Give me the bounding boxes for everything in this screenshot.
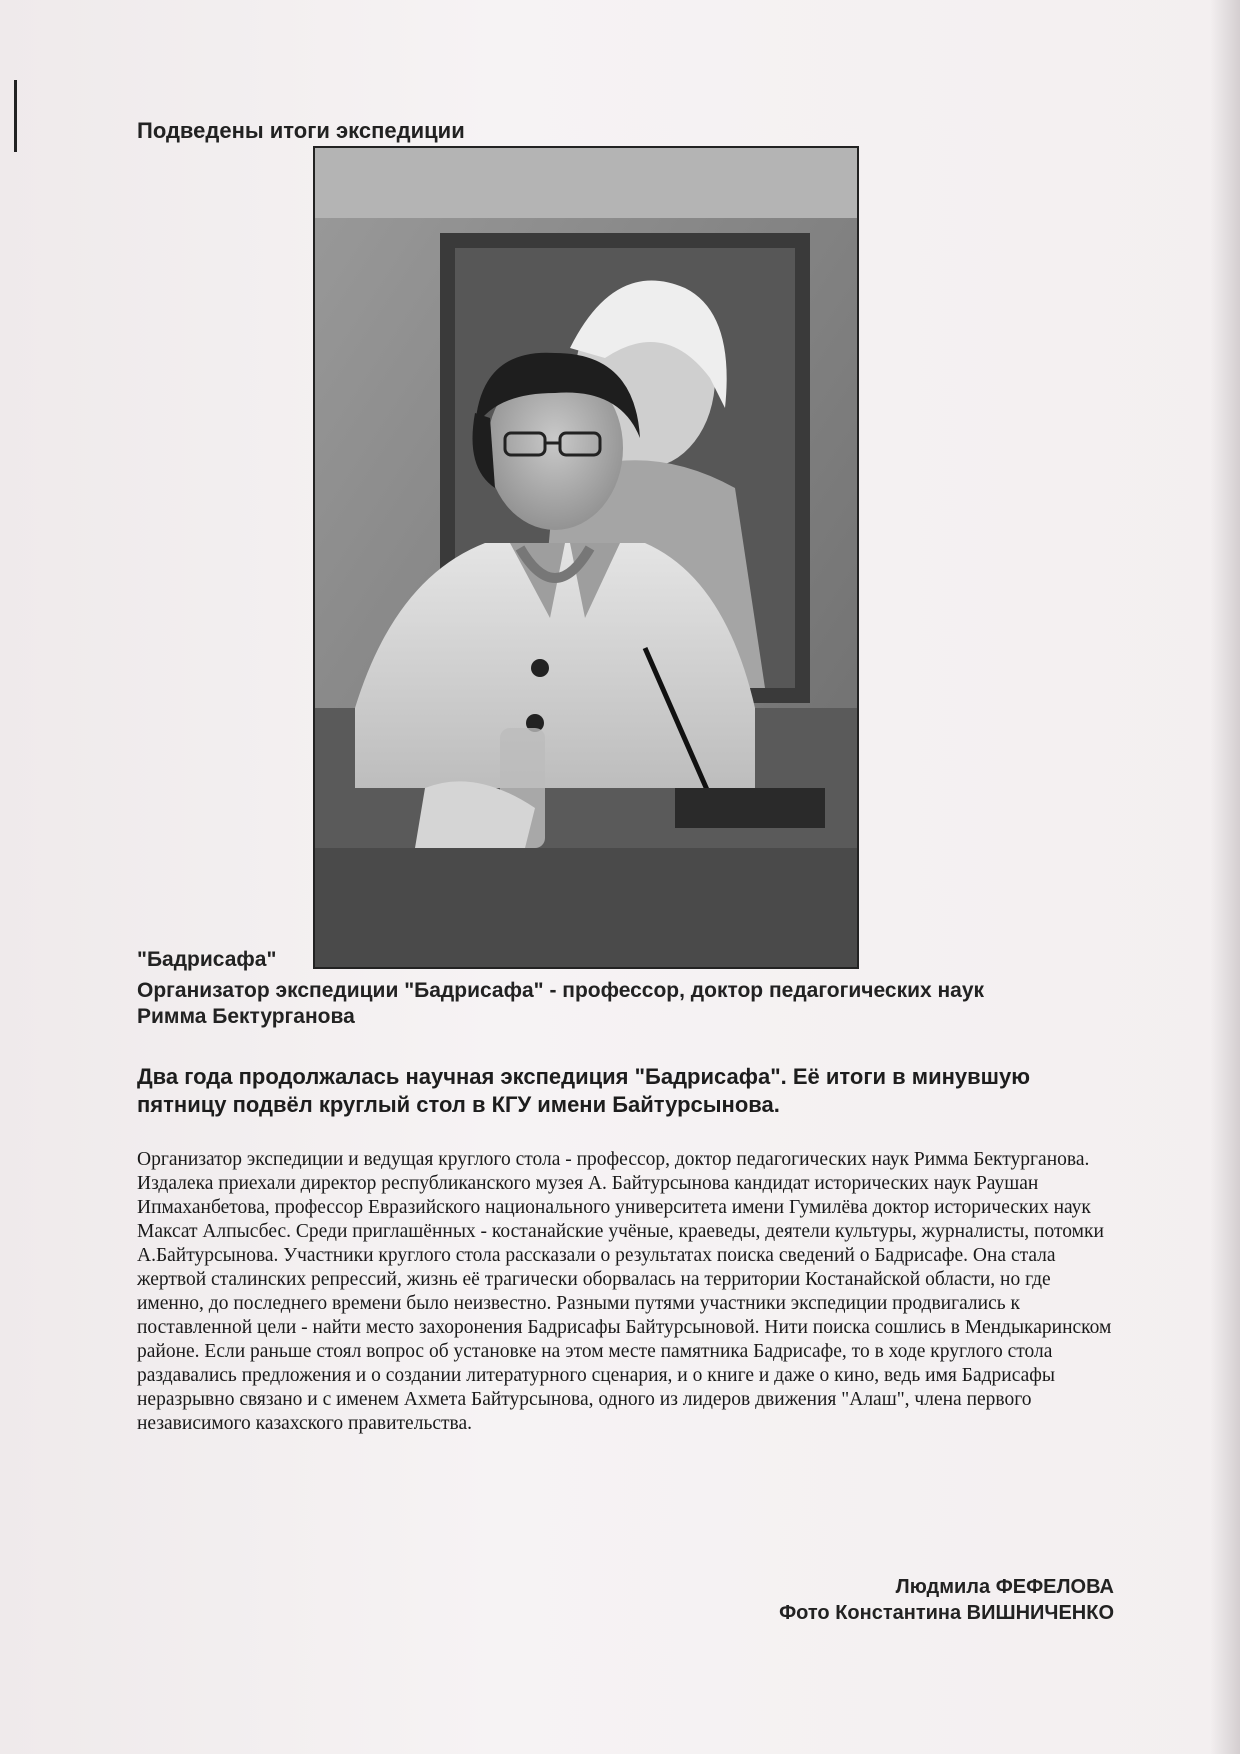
author-name: Людмила ФЕФЕЛОВА	[895, 1576, 1114, 1598]
article-lead: Два года продолжалась научная экспедиция "Бадрисафа". Её итоги в минувшую пятницу подвёл круглый стол в КГУ имени Байтурсынова.	[137, 1064, 1030, 1117]
article-photo	[313, 146, 859, 969]
photo-credit: Фото Константина ВИШНИЧЕНКО	[779, 1602, 1114, 1624]
scan-margin-mark	[14, 80, 17, 152]
article-body: Организатор экспедиции и ведущая круглого стола - профессор, доктор педагогических наук Римма Бектурганова. Издалека приехали директор республиканского музея А. Байтурсынова кандидат исторических наук Раушан Ипмаханбетова, профессор Евразийского национального университета имени Гумилёва доктор исторических наук Максат Алпысбес. Среди приглашённых - костанайские учёные, краеведы, деятели культуры, журналисты, потомки А.Байтурсынова. Участники круглого стола рассказали о результатах поиска сведений о Бадрисафе. Она стала жертвой сталинских репрессий, жизнь её трагически оборвалась на территории Костанайской области, но где именно, до последнего времени было неизвестно. Разными путями участники экспедиции продвигались к поставленной цели - найти место захоронения Бадрисафы Байтурсыновой. Нити поиска сошлись в Мендыкаринском районе. Если раньше стоял вопрос об установке на этом месте памятника Бадрисафе, то в ходе круглого стола раздавались предложения и о создании литературного сценария, и о книге и даже о кино, ведь имя Бадрисафы неразрывно связано и с именем Ахмета Байтурсынова, одного из лидеров движения "Алаш", члена первого независимого казахского правительства.	[137, 1149, 1112, 1434]
photo-caption: Организатор экспедиции "Бадрисафа" - профессор, доктор педагогических наук Римма Бектурганова	[137, 979, 985, 1028]
page-edge-shadow	[1210, 0, 1240, 1754]
photo-label: "Бадрисафа"	[137, 948, 277, 971]
byline	[779, 1574, 1114, 1626]
article-headline: Подведены итоги экспедиции	[137, 118, 465, 143]
